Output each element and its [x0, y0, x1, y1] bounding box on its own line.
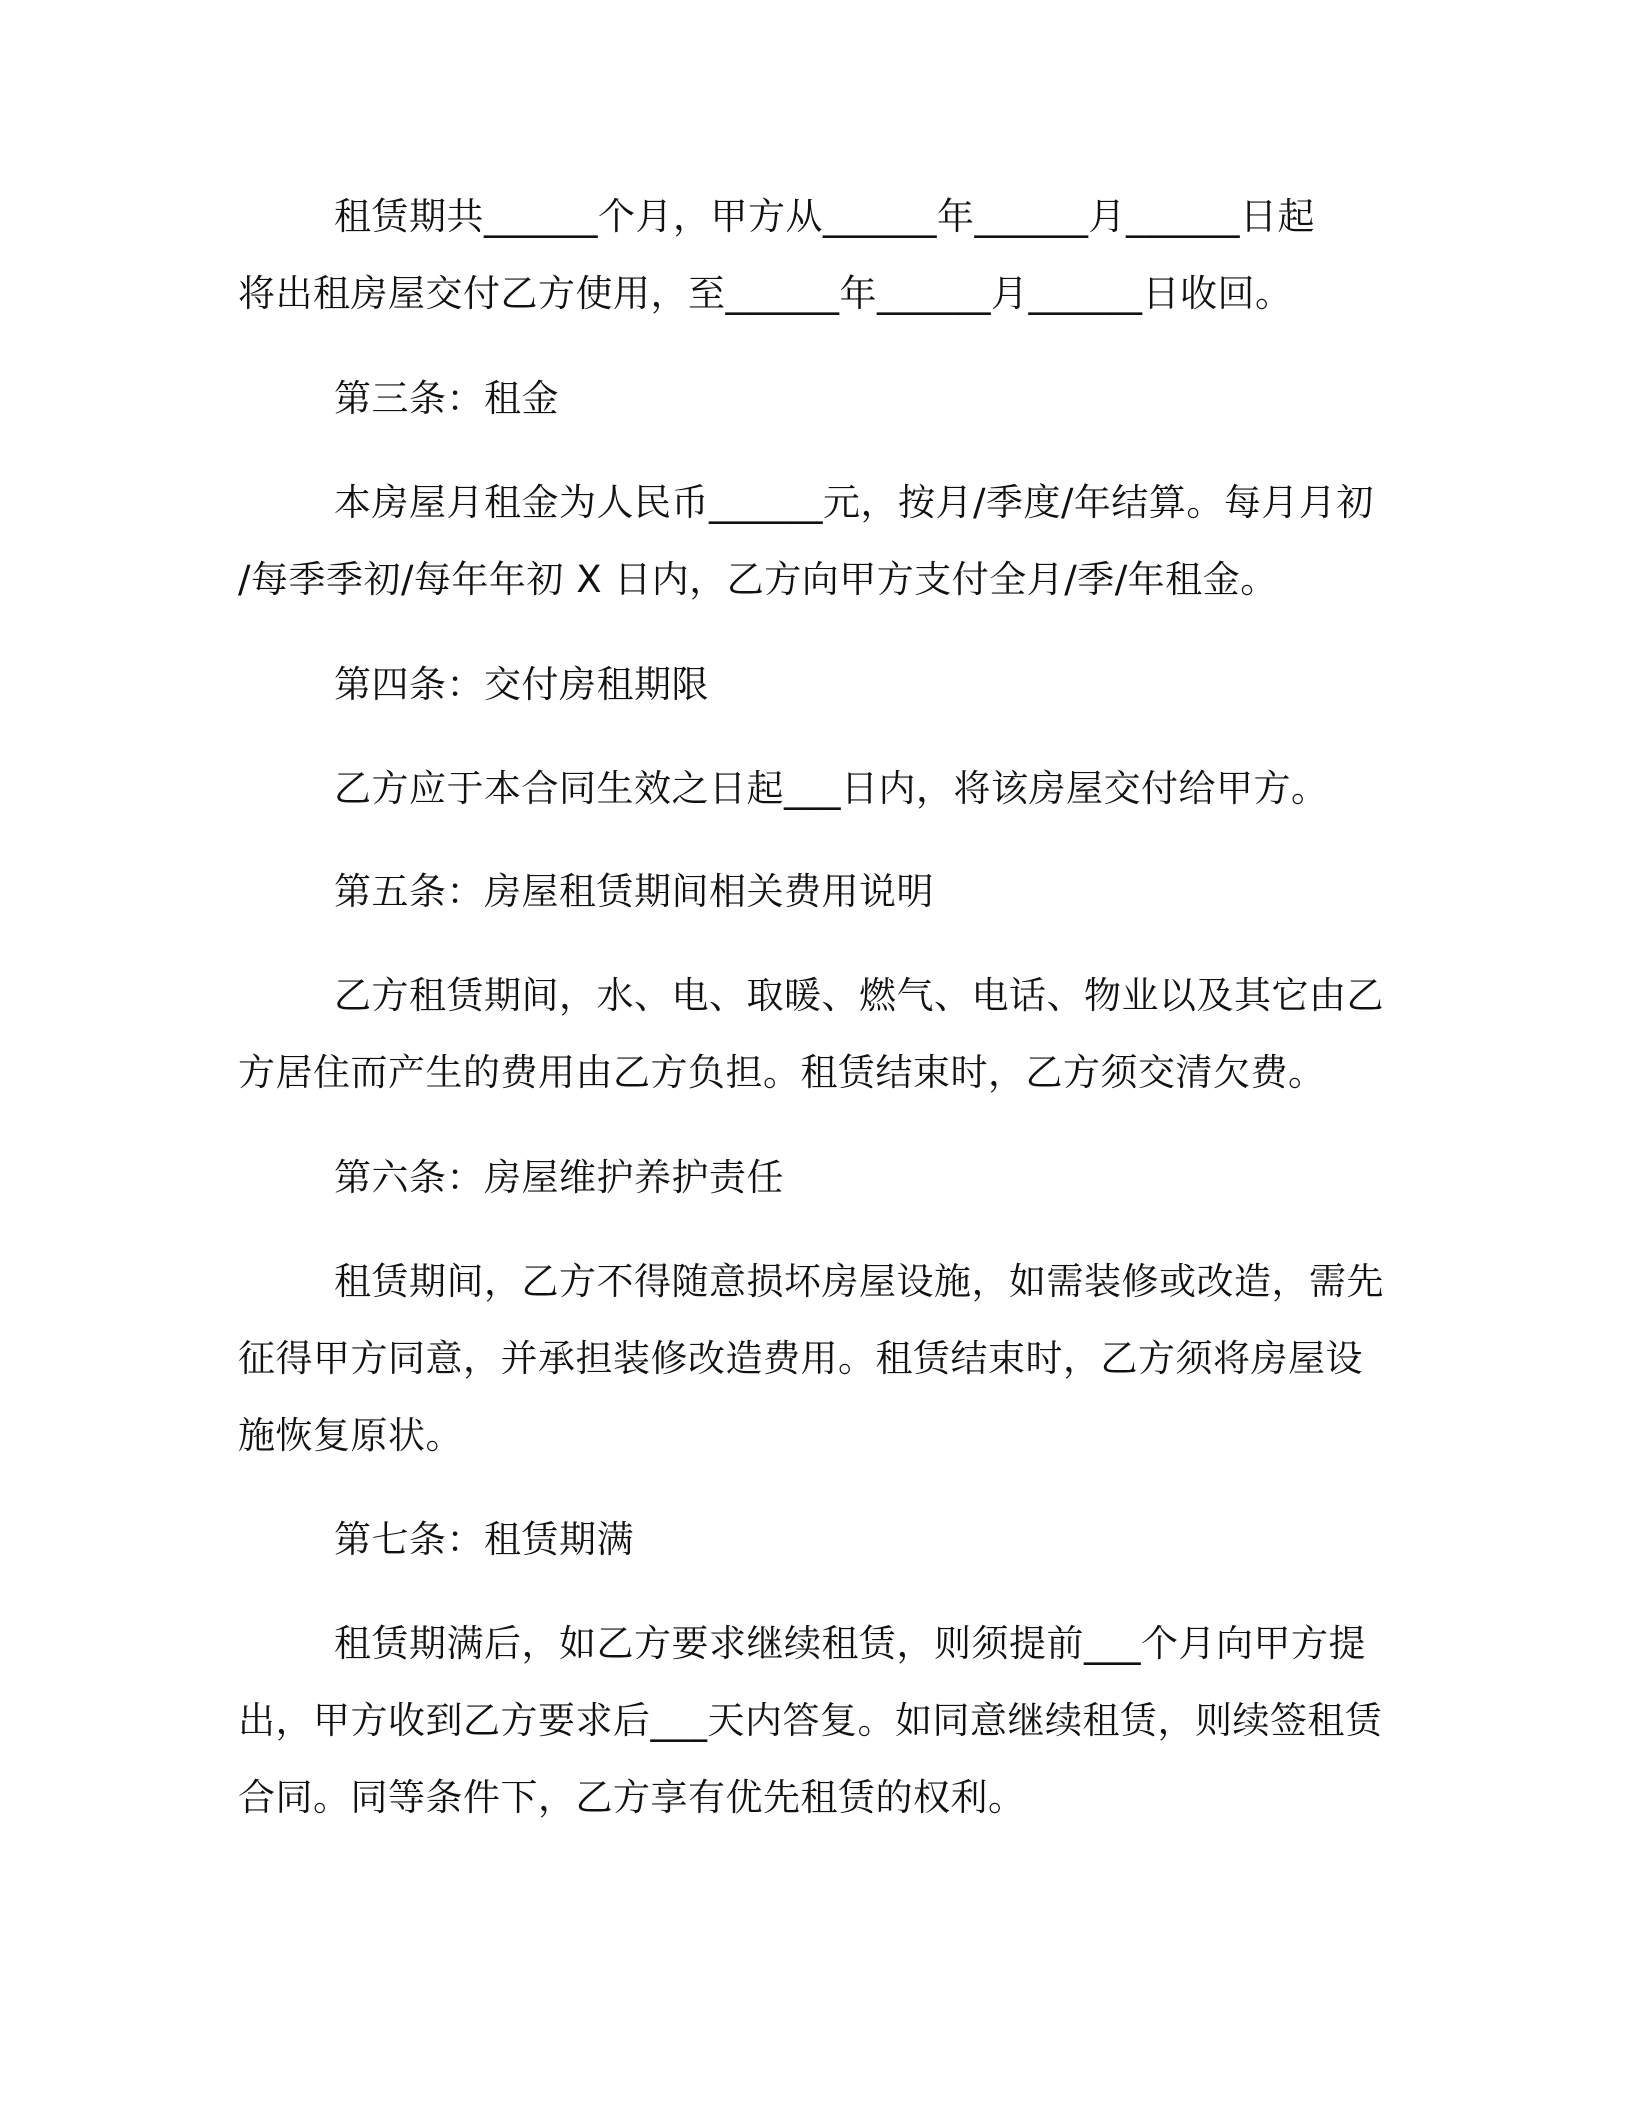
article-7-heading: 第七条：租赁期满	[334, 1518, 634, 1561]
rent-paragraph	[238, 464, 1398, 618]
delivery-paragraph	[238, 750, 1398, 827]
paragraph-line: 租赁期满后，如乙方要求继续租赁，则须提前___个月向甲方提	[334, 1622, 1366, 1665]
article-6-heading: 第六条：房屋维护养护责任	[334, 1156, 784, 1199]
paragraph-line: 租赁期共______个月，甲方从______年______月______日起	[334, 195, 1315, 238]
paragraph-line: 出，甲方收到乙方要求后___天内答复。如同意继续租赁，则续签租赁	[238, 1699, 1383, 1742]
paragraph-line: 本房屋月租金为人民币______元，按月/季度/年结算。每月月初	[334, 481, 1374, 524]
article-3-heading: 第三条：租金	[334, 377, 559, 420]
paragraph-line: 将出租房屋交付乙方使用，至______年______月______日收回。	[238, 272, 1293, 315]
maintenance-paragraph	[238, 1243, 1398, 1474]
paragraph-line: 乙方应于本合同生效之日起___日内，将该房屋交付给甲方。	[334, 767, 1329, 810]
fees-paragraph	[238, 957, 1398, 1111]
article-4-heading: 第四条：交付房租期限	[334, 663, 709, 706]
paragraph-line: 租赁期间，乙方不得随意损坏房屋设施，如需装修或改造，需先	[334, 1260, 1384, 1303]
article-5-heading: 第五条：房屋租赁期间相关费用说明	[334, 870, 934, 913]
expiry-paragraph	[238, 1605, 1398, 1836]
paragraph-line: 合同。同等条件下，乙方享有优先租赁的权利。	[238, 1776, 1026, 1819]
paragraph-line: 方居住而产生的费用由乙方负担。租赁结束时，乙方须交清欠费。	[238, 1051, 1326, 1094]
paragraph-line: 施恢复原状。	[238, 1414, 463, 1457]
paragraph-line: 征得甲方同意，并承担装修改造费用。租赁结束时，乙方须将房屋设	[238, 1337, 1363, 1380]
paragraph-line: 乙方租赁期间，水、电、取暖、燃气、电话、物业以及其它由乙	[334, 974, 1384, 1017]
paragraph-line: /每季季初/每年年初 X 日内，乙方向甲方支付全月/季/年租金。	[238, 558, 1278, 601]
term-paragraph	[238, 178, 1398, 332]
